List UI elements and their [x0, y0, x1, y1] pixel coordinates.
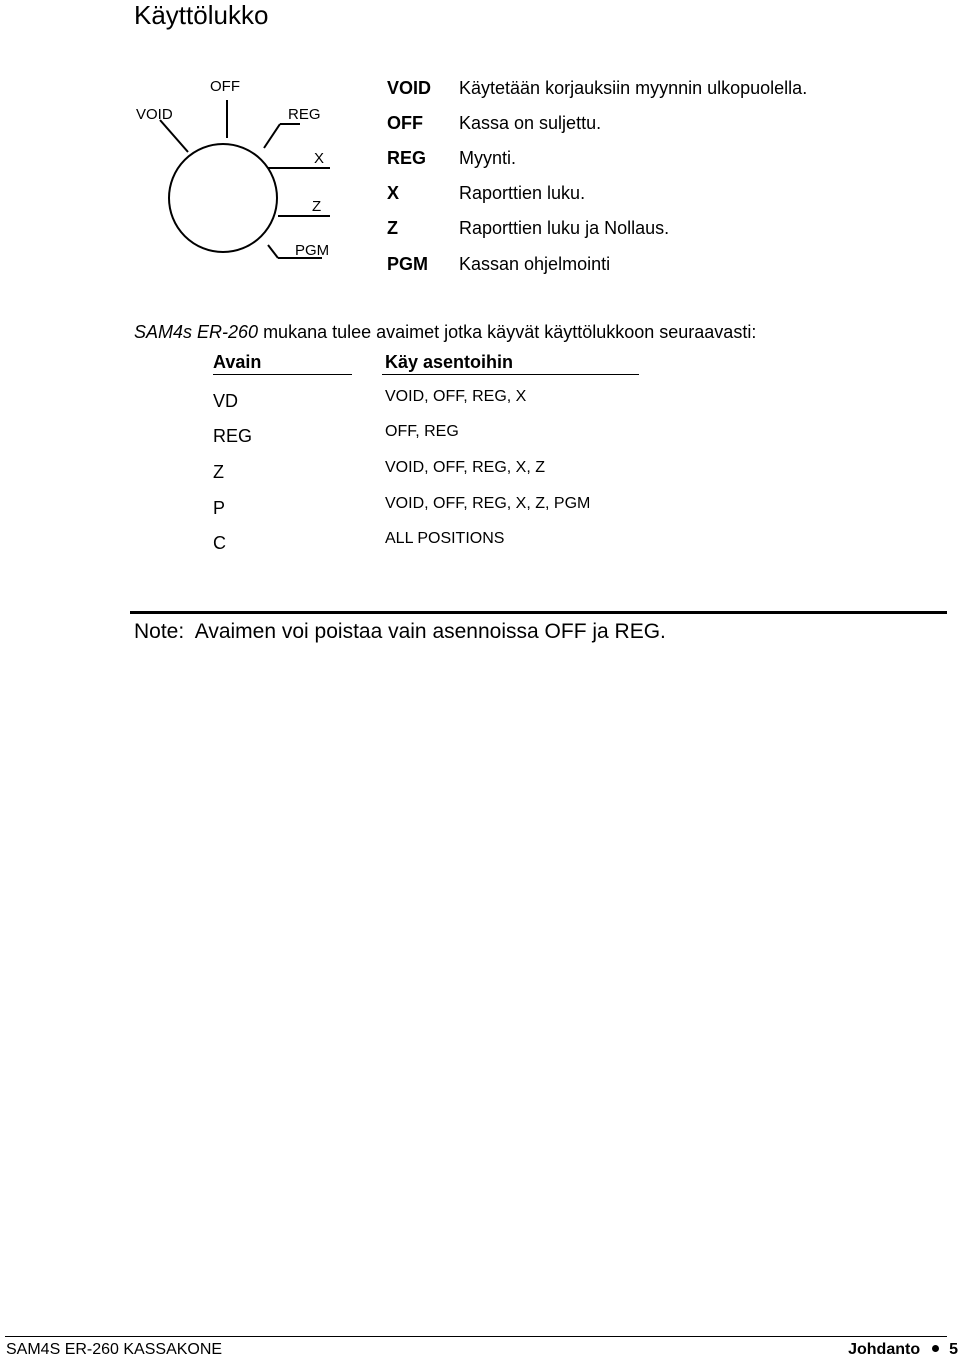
footer-section: Johdanto — [848, 1341, 921, 1358]
keys-table-row-positions: OFF, REG — [385, 423, 459, 440]
page-title: Käyttölukko — [134, 0, 269, 30]
keys-table-header-rule-key — [213, 374, 352, 375]
dial-label-reg: REG — [288, 106, 321, 123]
position-desc-pgm: Kassan ohjelmointi — [459, 254, 611, 274]
keys-table-header-rule-positions — [382, 374, 639, 375]
position-desc-off: Kassa on suljettu. — [459, 113, 602, 133]
keys-table-row-key: VD — [213, 391, 239, 411]
dial-circle — [169, 144, 277, 252]
keys-table-row-key: Z — [213, 462, 224, 482]
keylock-dial-diagram — [130, 70, 350, 270]
keys-table-row-positions: VOID, OFF, REG, X, Z — [385, 459, 546, 476]
position-code-pgm: PGM — [387, 254, 429, 274]
model-name: SAM4s ER-260 — [134, 322, 259, 342]
position-desc-z: Raporttien luku ja Nollaus. — [459, 218, 670, 238]
keys-table-header-key: Avain — [213, 352, 262, 372]
position-code-void: VOID — [387, 78, 432, 98]
footer-rule — [5, 1336, 947, 1337]
keys-table-row-key: C — [213, 533, 226, 553]
dial-label-void: VOID — [136, 106, 173, 123]
position-code-off: OFF — [387, 113, 423, 133]
dial-label-z: Z — [312, 198, 322, 215]
bullet-icon — [932, 1345, 939, 1352]
dial-tick-void — [160, 120, 188, 152]
position-code-z: Z — [387, 218, 398, 238]
dial-label-pgm: PGM — [295, 242, 330, 259]
keys-table-row-positions: VOID, OFF, REG, X — [385, 388, 527, 405]
position-desc-x: Raporttien luku. — [459, 183, 586, 203]
note-text: Note: Avaimen voi poistaa vain asennoissa OFF ja REG. — [134, 620, 666, 643]
position-code-reg: REG — [387, 148, 427, 168]
intro-text: mukana tulee avaimet jotka käyvät käyttölukkoon seuraavasti: — [258, 322, 757, 342]
position-desc-void: Käytetään korjauksiin myynnin ulkopuolella. — [459, 78, 808, 98]
dial-label-x: X — [314, 150, 325, 167]
page-number: 5 — [949, 1341, 958, 1358]
dial-label-off: OFF — [210, 78, 240, 95]
dial-tick-pgm — [268, 245, 278, 258]
note-rule — [130, 611, 947, 614]
keys-table-header-positions: Käy asentoihin — [385, 352, 514, 372]
keys-table-row-key: P — [213, 498, 226, 518]
dial-tick-reg-diag — [264, 124, 280, 148]
position-desc-reg: Myynti. — [459, 148, 517, 168]
keys-table-row-key: REG — [213, 426, 253, 446]
keys-table-row-positions: VOID, OFF, REG, X, Z, PGM — [385, 495, 591, 512]
footer-page-info — [848, 1340, 960, 1359]
keys-intro — [134, 321, 756, 343]
position-code-x: X — [387, 183, 400, 203]
footer-document-title: SAM4S ER-260 KASSAKONE — [6, 1341, 223, 1358]
keys-table-row-positions: ALL POSITIONS — [385, 530, 505, 547]
